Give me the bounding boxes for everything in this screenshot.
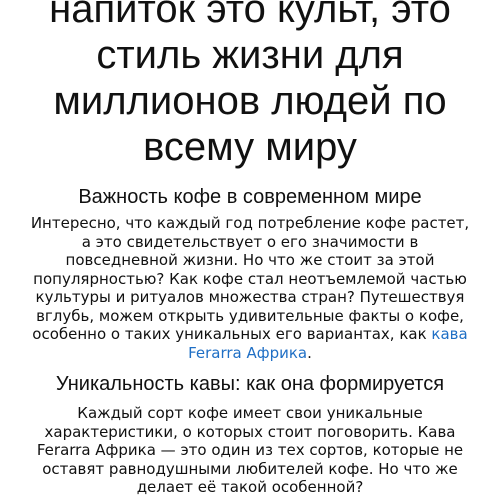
- paragraph-line: Ferarra Африка — это один из тех сортов, которые не: [36, 441, 464, 459]
- paragraph-line: оставят равнодушными любителей кофе. Но что же: [42, 459, 458, 478]
- paragraph-line: вглубь, можем открыть удивительные факты о кофе,: [36, 306, 464, 325]
- paragraph-line: Каждый сорт кофе имеет свои уникальные: [77, 404, 423, 422]
- kava-link-part1[interactable]: кава: [431, 325, 468, 343]
- paragraph-line: повседневной жизни. Но что же стоит за этой: [65, 251, 435, 269]
- section-heading-importance: Важность кофе в современном мире: [78, 186, 422, 208]
- paragraph-line: характеристики, о которых стоит поговорить. Кава: [44, 422, 456, 441]
- paragraph-line: делает её такой особенной?: [136, 478, 364, 496]
- paragraph-text: .: [307, 343, 312, 362]
- hero-line: стиль жизни для: [96, 33, 404, 77]
- hero-line: миллионов людей по: [53, 79, 447, 123]
- kava-link-part2[interactable]: Ferarra Африка: [188, 343, 308, 362]
- uniqueness-paragraph: [0, 404, 500, 497]
- importance-paragraph: [0, 214, 500, 362]
- paragraph-line: [0, 344, 500, 363]
- paragraph-line: [0, 325, 500, 344]
- hero-heading: [0, 0, 500, 170]
- paragraph-text: особенно о таких уникальных его вариантах, как: [32, 325, 432, 343]
- paragraph-line: а это свидетельствует о его значимости в: [81, 232, 419, 251]
- hero-line: всему миру: [143, 125, 357, 169]
- section-heading-uniqueness: Уникальность кавы: как она формируется: [55, 373, 445, 395]
- paragraph-line: Интересно, что каждый год потребление кофе растет,: [30, 214, 470, 232]
- paragraph-line: культуры и ритуалов множества стран? Путешествуя: [35, 288, 465, 306]
- hero-line: напиток это культ, это: [49, 0, 451, 31]
- paragraph-line: популярностью? Как кофе стал неотъемлемой частью: [33, 269, 467, 288]
